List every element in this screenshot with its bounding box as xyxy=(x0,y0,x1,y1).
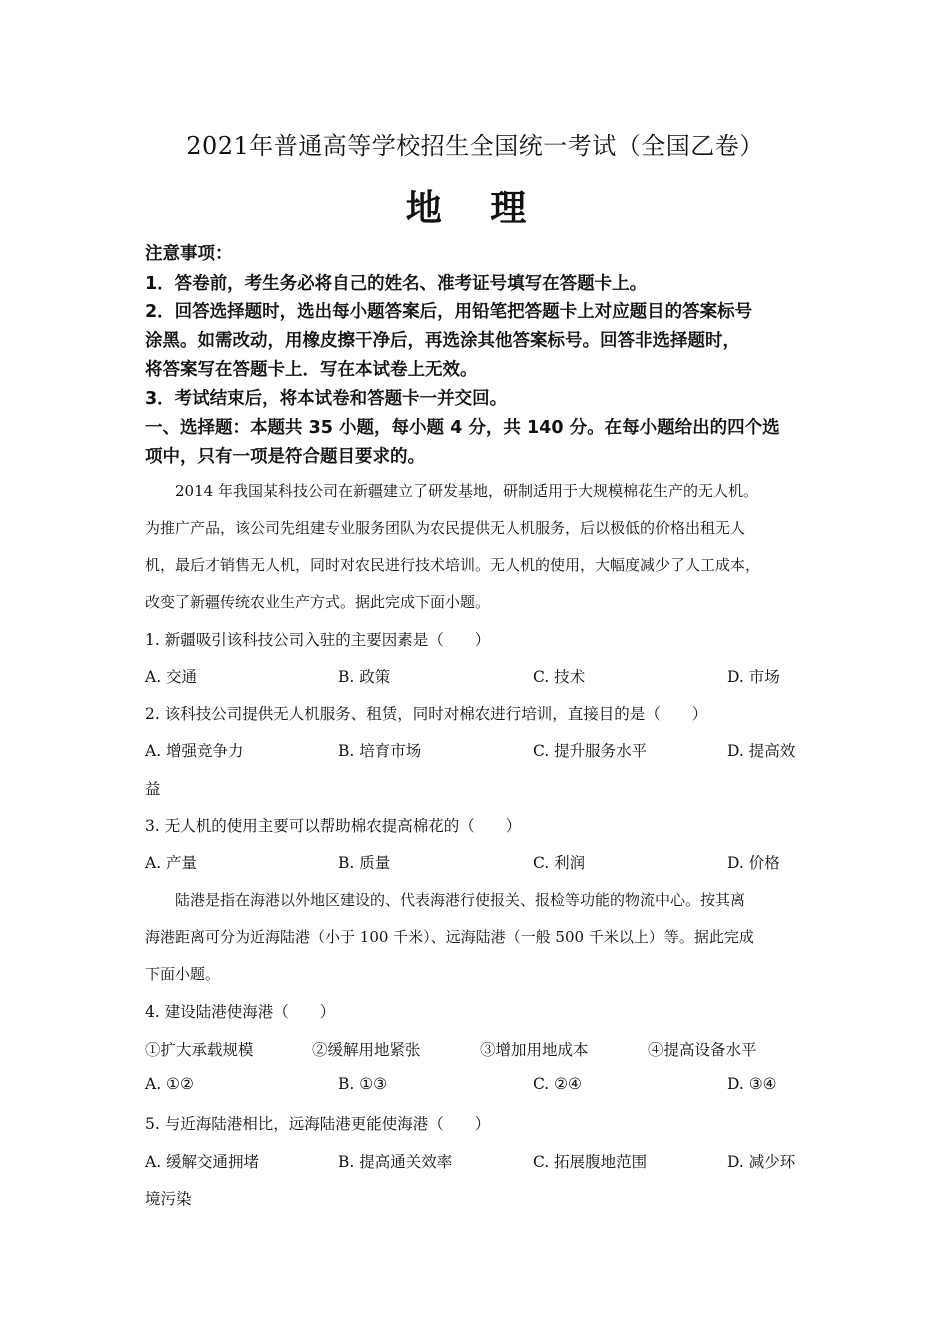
question-stem: 3. 无人机的使用主要可以帮助棉农提高棉花的（ ） xyxy=(145,817,522,835)
option-d: D. 市场 xyxy=(727,668,780,686)
option-b: B. ①③ xyxy=(338,1075,388,1093)
statement-3: ③增加用地成本 xyxy=(480,1041,589,1059)
option-b: B. 政策 xyxy=(338,668,391,686)
option-d: D. ③④ xyxy=(727,1075,777,1093)
option-a: A. 增强竞争力 xyxy=(145,742,244,760)
subject-title: 地 理 xyxy=(405,187,545,229)
option-c: C. 提升服务水平 xyxy=(533,742,648,760)
passage-line: 2014 年我国某科技公司在新疆建立了研发基地，研制适用于大规模棉花生产的无人机。 xyxy=(145,482,758,500)
option-d: D. 价格 xyxy=(727,854,780,872)
option-b: B. 培育市场 xyxy=(338,742,422,760)
section-heading: 项中，只有一项是符合题目要求的。 xyxy=(145,447,425,467)
statement-4: ④提高设备水平 xyxy=(648,1041,757,1059)
option-a: A. 缓解交通拥堵 xyxy=(145,1153,260,1171)
option-b: B. 提高通关效率 xyxy=(338,1153,453,1171)
statement-1: ①扩大承载规模 xyxy=(145,1041,254,1059)
notice-line: 1．答卷前，考生务必将自己的姓名、准考证号填写在答题卡上。 xyxy=(145,274,648,294)
option-d: D. 减少环 xyxy=(727,1153,796,1171)
passage-line: 机，最后才销售无人机，同时对农民进行技术培训。无人机的使用，大幅度减少了人工成本， xyxy=(145,556,761,574)
notice-line: 2．回答选择题时，选出每小题答案后，用铅笔把答题卡上对应题目的答案标号 xyxy=(145,302,753,322)
passage-line: 改变了新疆传统农业生产方式。据此完成下面小题。 xyxy=(145,593,491,611)
option-c: C. 技术 xyxy=(533,668,586,686)
option-d: D. 提高效 xyxy=(727,742,796,760)
option-d-continued: 益 xyxy=(145,780,161,798)
option-a: A. 产量 xyxy=(145,854,198,872)
option-b: B. 质量 xyxy=(338,854,391,872)
option-a: A. ①② xyxy=(145,1075,194,1093)
passage-line: 为推广产品，该公司先组建专业服务团队为农民提供无人机服务，后以极低的价格出租无人 xyxy=(145,519,746,537)
option-a: A. 交通 xyxy=(145,668,198,686)
notice-line: 涂黑。如需改动，用橡皮擦干净后，再选涂其他答案标号。回答非选择题时， xyxy=(145,331,740,351)
question-stem: 4. 建设陆港使海港（ ） xyxy=(145,1003,336,1021)
passage-line: 海港距离可分为近海陆港（小于 100 千米）、远海陆港（一般 500 千米以上）等。据此完成 xyxy=(145,928,754,946)
passage-line: 陆港是指在海港以外地区建设的、代表海港行使报关、报检等功能的物流中心。按其离 xyxy=(145,891,746,909)
option-c: C. ②④ xyxy=(533,1075,582,1093)
option-c: C. 利润 xyxy=(533,854,586,872)
option-d-continued: 境污染 xyxy=(145,1190,192,1208)
passage-line: 下面小题。 xyxy=(145,965,221,983)
question-stem: 2. 该科技公司提供无人机服务、租赁，同时对棉农进行培训，直接目的是（ ） xyxy=(145,705,708,723)
notice-line: 将答案写在答题卡上．写在本试卷上无效。 xyxy=(145,360,478,380)
notice-line: 3．考试结束后，将本试卷和答题卡一并交回。 xyxy=(145,389,508,409)
notice-heading: 注意事项： xyxy=(145,244,233,264)
option-c: C. 拓展腹地范围 xyxy=(533,1153,648,1171)
question-stem: 5. 与近海陆港相比，远海陆港更能使海港（ ） xyxy=(145,1115,491,1133)
statement-2: ②缓解用地紧张 xyxy=(312,1041,421,1059)
exam-title: 2021年普通高等学校招生全国统一考试（全国乙卷） xyxy=(186,132,764,160)
question-stem: 1. 新疆吸引该科技公司入驻的主要因素是（ ） xyxy=(145,631,491,649)
section-heading: 一、选择题：本题共 35 小题，每小题 4 分，共 140 分。在每小题给出的四个选 xyxy=(145,418,780,438)
